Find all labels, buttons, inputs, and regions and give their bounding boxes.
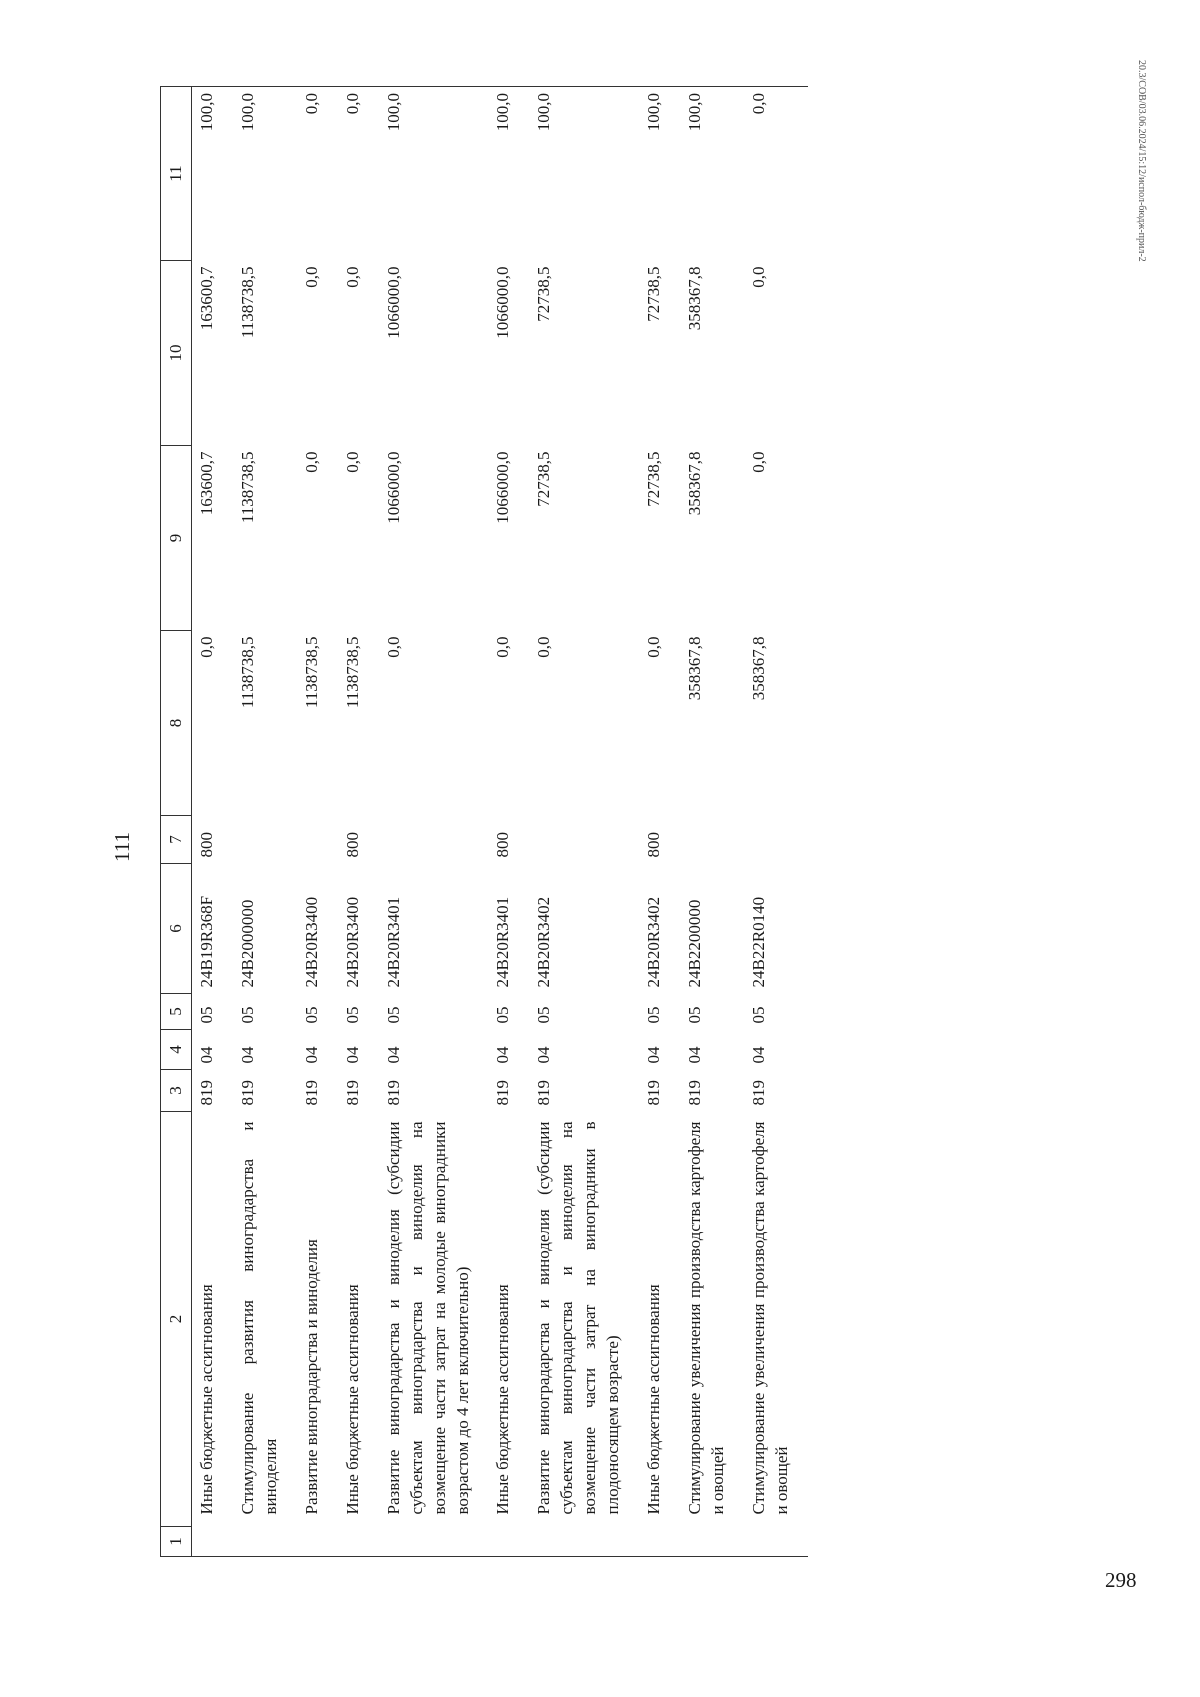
executed-amount-cell: 0,0 <box>301 266 321 288</box>
executed-amount-cell: 1066000,0 <box>493 266 513 339</box>
row-number-cell <box>639 1527 680 1557</box>
table-row <box>233 87 297 1557</box>
percent-cell: 100,0 <box>639 87 680 261</box>
name-cell: Развитие виноградарства и виноделия (субсидии субъектам виноградарства и виноделия на возмещение части затрат на молодые виноградники возрастом до 4 лет включительно) <box>383 1121 472 1515</box>
approved-amount-cell: 1138738,5 <box>301 636 321 709</box>
table-row <box>639 87 680 1557</box>
section-cell: 04 <box>237 1046 257 1064</box>
approved-amount-cell: 0,0 <box>383 636 403 658</box>
executed-amount-cell: 1138738,5 <box>237 266 257 339</box>
revised-amount-cell: 0,0 <box>301 451 321 473</box>
percent-cell: 100,0 <box>529 87 639 261</box>
ministry-code-cell: 819 <box>493 1080 513 1106</box>
target-article-cell: 24В19R368F <box>197 895 216 988</box>
table-row <box>338 87 379 1557</box>
ministry-code-cell: 819 <box>197 1080 216 1106</box>
row-number-cell <box>192 1527 233 1557</box>
ministry-code-cell: 819 <box>685 1080 705 1106</box>
section-cell: 04 <box>748 1046 768 1064</box>
subsection-cell: 05 <box>493 1006 513 1024</box>
percent-cell: 100,0 <box>192 87 233 261</box>
target-article-cell: 24В2200000 <box>685 899 705 988</box>
executed-amount-cell: 358367,8 <box>685 266 705 331</box>
name-cell: Стимулирование развития виноградарства и виноделия <box>237 1121 280 1515</box>
revised-amount-cell: 1066000,0 <box>383 451 403 524</box>
subsection-cell: 05 <box>685 1006 705 1024</box>
approved-amount-cell: 0,0 <box>493 636 513 658</box>
table-row <box>488 87 529 1557</box>
approved-amount-cell: 358367,8 <box>685 636 705 701</box>
name-cell: Развитие виноградарства и виноделия (субсидии субъектам виноградарства и виноделия на возмещение части затрат на виноградники в плодоносящем возрасте) <box>534 1121 623 1515</box>
revised-amount-cell: 72738,5 <box>534 451 554 507</box>
expense-type-cell: 800 <box>644 832 664 858</box>
approved-amount-cell: 1138738,5 <box>342 636 362 709</box>
subsection-cell: 05 <box>748 1006 768 1024</box>
approved-amount-cell: 358367,8 <box>748 636 768 701</box>
name-cell: Иные бюджетные ассигнования <box>493 1284 513 1515</box>
rotated-landscape-page <box>100 77 1180 1617</box>
expense-type-cell <box>297 816 338 864</box>
row-number-cell <box>529 1527 639 1557</box>
column-header-3: 3 <box>161 1070 192 1112</box>
sheet-number: 111 <box>110 832 134 862</box>
approved-amount-cell: 0,0 <box>644 636 664 658</box>
expense-type-cell <box>233 816 297 864</box>
target-article-cell: 24В2000000 <box>237 899 257 988</box>
row-number-cell <box>744 1527 808 1557</box>
ministry-code-cell: 819 <box>383 1080 403 1106</box>
ministry-code-cell: 819 <box>237 1080 257 1106</box>
row-number-cell <box>338 1527 379 1557</box>
column-header-7: 7 <box>161 816 192 864</box>
ministry-code-cell: 819 <box>342 1080 362 1106</box>
table-row <box>297 87 338 1557</box>
expense-type-cell <box>529 816 639 864</box>
revised-amount-cell: 163600,7 <box>197 451 216 516</box>
expense-type-cell <box>680 816 744 864</box>
subsection-cell: 05 <box>197 1006 216 1024</box>
subsection-cell: 05 <box>342 1006 362 1024</box>
target-article-cell: 24В20R3400 <box>301 896 321 988</box>
ministry-code-cell: 819 <box>644 1080 664 1106</box>
target-article-cell: 24В20R3400 <box>342 896 362 988</box>
column-header-11: 11 <box>161 87 192 261</box>
table-row <box>192 87 233 1557</box>
name-cell: Иные бюджетные ассигнования <box>197 1284 216 1515</box>
column-header-6: 6 <box>161 864 192 994</box>
executed-amount-cell: 72738,5 <box>644 266 664 322</box>
approved-amount-cell: 0,0 <box>534 636 554 658</box>
column-header-5: 5 <box>161 994 192 1030</box>
section-cell: 04 <box>685 1046 705 1064</box>
row-number-cell <box>297 1527 338 1557</box>
section-cell: 04 <box>644 1046 664 1064</box>
percent-cell: 0,0 <box>338 87 379 261</box>
table-row <box>680 87 744 1557</box>
percent-cell: 100,0 <box>488 87 529 261</box>
revised-amount-cell: 72738,5 <box>644 451 664 507</box>
revised-amount-cell: 1138738,5 <box>237 451 257 524</box>
target-article-cell: 24В20R3402 <box>534 896 554 988</box>
page-number: 298 <box>1105 1568 1137 1592</box>
executed-amount-cell: 1066000,0 <box>383 266 403 339</box>
revised-amount-cell: 1066000,0 <box>493 451 513 524</box>
print-stamp: 20.3/СОВ/03.06.2024/15:12/испол-бюдж-прил-2 <box>1136 60 1147 262</box>
section-cell: 04 <box>197 1046 216 1064</box>
row-number-cell <box>680 1527 744 1557</box>
approved-amount-cell: 1138738,5 <box>237 636 257 709</box>
percent-cell: 100,0 <box>680 87 744 261</box>
subsection-cell: 05 <box>301 1006 321 1024</box>
ministry-code-cell: 819 <box>534 1080 554 1106</box>
ministry-code-cell: 819 <box>301 1080 321 1106</box>
section-cell: 04 <box>383 1046 403 1064</box>
table-row <box>529 87 639 1557</box>
section-cell: 04 <box>342 1046 362 1064</box>
column-header-2: 2 <box>161 1112 192 1527</box>
column-header-1: 1 <box>161 1527 192 1557</box>
column-header-4: 4 <box>161 1030 192 1070</box>
expense-type-cell <box>744 816 808 864</box>
percent-cell: 100,0 <box>379 87 489 261</box>
table-row <box>744 87 808 1557</box>
name-cell: Иные бюджетные ассигнования <box>644 1284 664 1515</box>
executed-amount-cell: 72738,5 <box>534 266 554 322</box>
executed-amount-cell: 0,0 <box>748 266 768 288</box>
approved-amount-cell: 0,0 <box>197 636 216 658</box>
name-cell: Стимулирование увеличения производства картофеля и овощей <box>685 1121 727 1515</box>
expense-type-cell: 800 <box>493 832 513 858</box>
target-article-cell: 24В22R0140 <box>748 896 768 988</box>
expense-type-cell: 800 <box>342 832 362 858</box>
column-header-8: 8 <box>161 631 192 816</box>
section-cell: 04 <box>534 1046 554 1064</box>
percent-cell: 0,0 <box>297 87 338 261</box>
name-cell: Развитие виноградарства и виноделия <box>301 1239 321 1515</box>
percent-cell: 0,0 <box>744 87 808 261</box>
row-number-cell <box>379 1527 489 1557</box>
revised-amount-cell: 0,0 <box>748 451 768 473</box>
header-row <box>161 87 192 1557</box>
target-article-cell: 24В20R3401 <box>493 896 513 988</box>
expense-type-cell <box>379 816 489 864</box>
table-row <box>379 87 489 1557</box>
row-number-cell <box>233 1527 297 1557</box>
subsection-cell: 05 <box>237 1006 257 1024</box>
subsection-cell: 05 <box>534 1006 554 1024</box>
column-header-10: 10 <box>161 261 192 446</box>
target-article-cell: 24В20R3402 <box>644 896 664 988</box>
subsection-cell: 05 <box>644 1006 664 1024</box>
revised-amount-cell: 0,0 <box>342 451 362 473</box>
expense-type-cell: 800 <box>197 832 216 858</box>
section-cell: 04 <box>493 1046 513 1064</box>
percent-cell: 100,0 <box>233 87 297 261</box>
name-cell: Стимулирование увеличения производства картофеля и овощей <box>748 1121 791 1515</box>
name-cell: Иные бюджетные ассигнования <box>342 1284 362 1515</box>
budget-table <box>160 86 808 1557</box>
executed-amount-cell: 163600,7 <box>197 266 216 331</box>
row-number-cell <box>488 1527 529 1557</box>
revised-amount-cell: 358367,8 <box>685 451 705 516</box>
section-cell: 04 <box>301 1046 321 1064</box>
subsection-cell: 05 <box>383 1006 403 1024</box>
ministry-code-cell: 819 <box>748 1080 768 1106</box>
column-header-9: 9 <box>161 446 192 631</box>
executed-amount-cell: 0,0 <box>342 266 362 288</box>
target-article-cell: 24В20R3401 <box>383 896 403 988</box>
